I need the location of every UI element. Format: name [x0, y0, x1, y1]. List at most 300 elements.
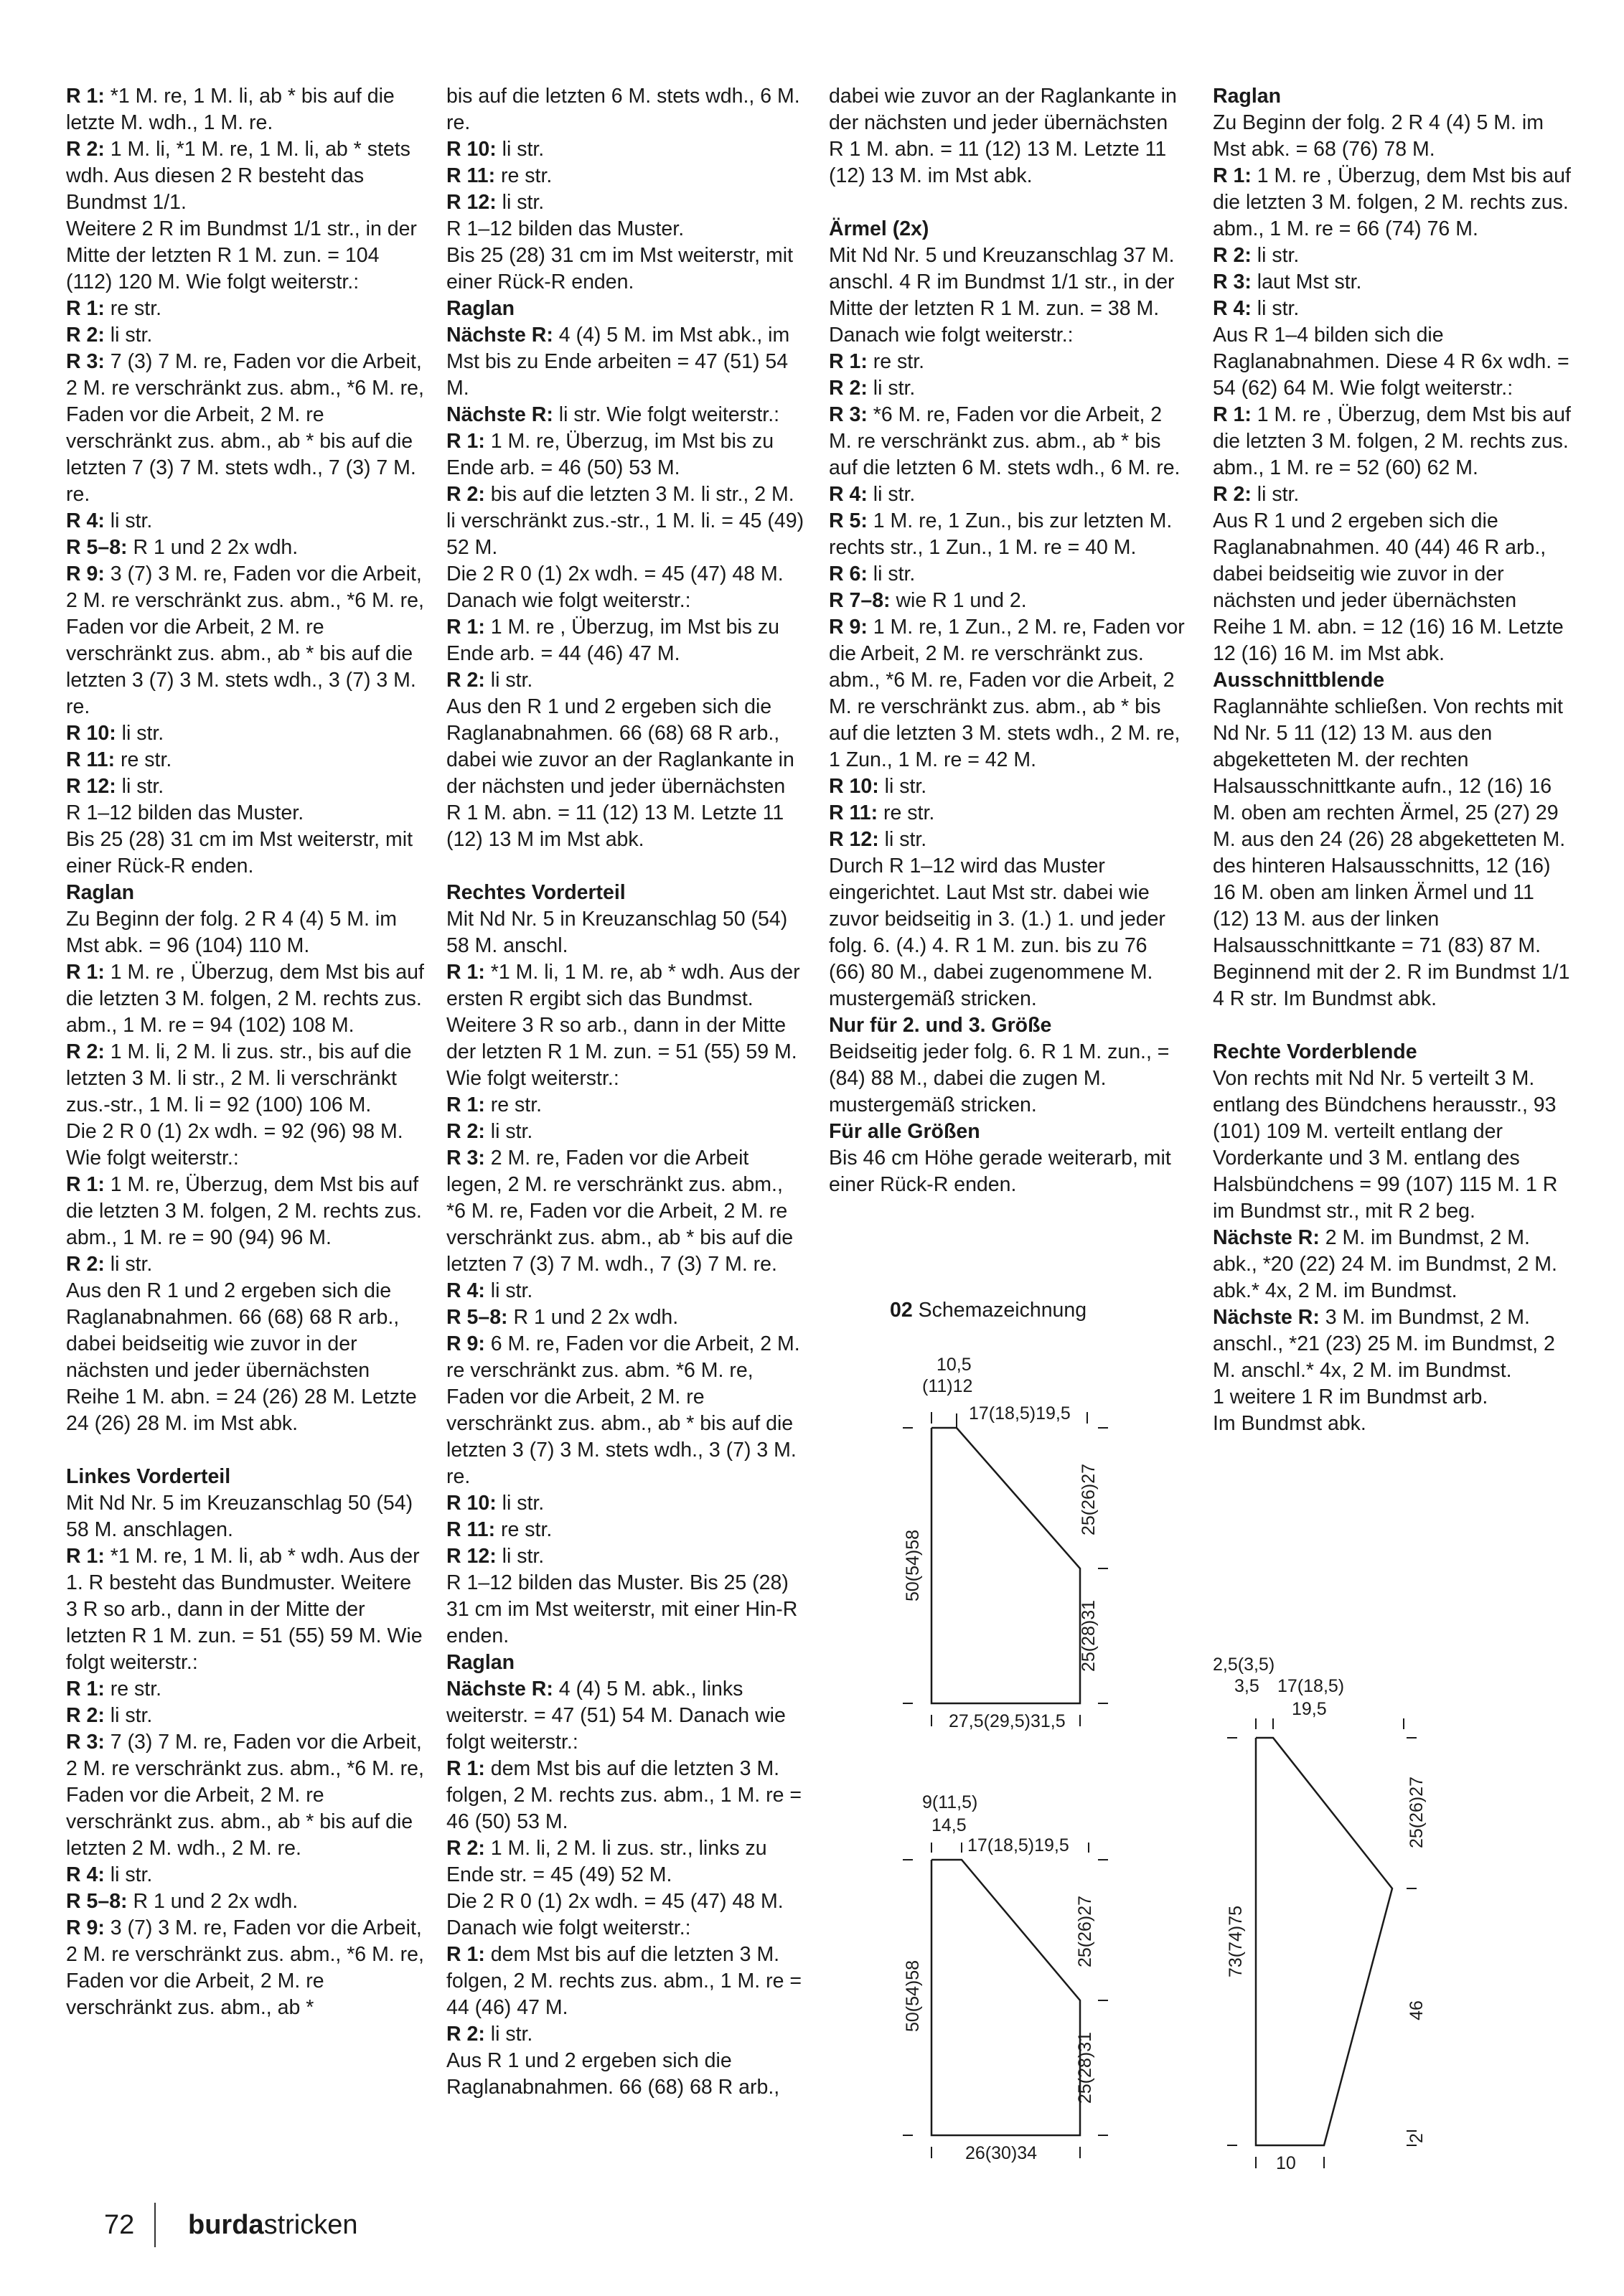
row-label: R 1:: [446, 430, 485, 453]
instruction-text: re str.: [495, 1518, 553, 1541]
row-label: R 1:: [446, 1093, 485, 1116]
schema-front-right-bot: 25(28)31: [1075, 2031, 1095, 2104]
schema-back-left: 50(54)58: [903, 1529, 923, 1602]
instruction-paragraph: [446, 959, 805, 1092]
row-label: R 6:: [829, 563, 868, 585]
instruction-paragraph: [446, 1756, 805, 1835]
instruction-paragraph: [66, 1888, 425, 1915]
instruction-paragraph: [446, 1942, 805, 2021]
instruction-text: 2 M. im Bundmst, 2 M. abk., *20 (22) 24 M. im Bundmst, 2 M. abk.* 4x, 2 M. im Bundmst.: [1213, 1226, 1557, 1302]
instruction-paragraph: [446, 1092, 805, 1119]
instruction-paragraph: [446, 1278, 805, 1304]
instruction-text: Weitere 2 R im Bundmst 1/1 str., in der Mitte der letzten R 1 M. zun. = 104 (112) 120 M. Wie folgt weiterstr.:: [66, 217, 417, 293]
instruction-paragraph: [1213, 1411, 1572, 1437]
row-label: R 1:: [66, 961, 105, 984]
instruction-text: R 1–12 bilden das Muster.: [66, 801, 304, 824]
instruction-text: li str.: [496, 1492, 545, 1515]
instruction-text: R 1–12 bilden das Muster.: [446, 217, 685, 240]
instruction-text: li str.: [496, 138, 545, 161]
instruction-text: laut Mst str.: [1251, 270, 1362, 293]
instruction-text: li str.: [484, 1120, 533, 1143]
instruction-text: R 1 und 2 2x wdh.: [127, 536, 299, 559]
row-label: R 2:: [446, 2023, 485, 2046]
instruction-text: Aus den R 1 und 2 ergeben sich die Raglanabnahmen. 66 (68) 68 R arb., dabei beidseitig wie zuvor in der nächsten und jeder übernächsten Reihe 1 M. abn. = 24 (26) 28 M. Letzte 24 (26) 28 M. im Mst abk.: [66, 1279, 417, 1435]
instruction-paragraph: [66, 1119, 425, 1172]
instruction-paragraph: [66, 216, 425, 296]
instruction-text: li str.: [496, 1545, 545, 1568]
instruction-paragraph: [66, 561, 425, 720]
row-label: R 1:: [1213, 403, 1252, 426]
instruction-text: 1 M. li, *1 M. re, 1 M. li, ab * stets wdh. Aus diesen 2 R besteht das Bundmst 1/1.: [66, 138, 410, 214]
instruction-paragraph: [446, 1331, 805, 1490]
instruction-paragraph: [829, 1119, 1188, 1145]
instruction-text: Aus R 1 und 2 ergeben sich die Raglanabnahmen. 66 (68) 68 R arb.,: [446, 2049, 780, 2099]
schema-number: 02: [890, 1299, 913, 1322]
instruction-text: re str.: [484, 1093, 543, 1116]
instruction-text: re str.: [867, 350, 925, 373]
instruction-paragraph: [446, 216, 805, 243]
row-label: R 2:: [66, 1040, 105, 1063]
instruction-paragraph: [829, 773, 1188, 800]
instruction-text: li str.: [104, 1863, 153, 1886]
schema-title: [890, 1299, 1086, 1322]
schema-back-top3: 17(18,5)19,5: [969, 1403, 1071, 1424]
row-label: R 5–8:: [66, 536, 128, 559]
instruction-text: li str.: [867, 563, 916, 585]
row-label: R 2:: [1213, 244, 1252, 267]
instruction-paragraph: [66, 1676, 425, 1703]
instruction-text: 7 (3) 7 M. re, Faden vor die Arbeit, 2 M. re verschränkt zus. abm., *6 M. re, Faden vor die Arbeit, 2 M. re verschränkt zus. abm., ab * bis auf die letzten 7 (3) 7 M. stets wdh., 7 (3) 7 M. re.: [66, 350, 424, 506]
instruction-text: 1 M. re , Überzug, dem Mst bis auf die letzten 3 M. folgen, 2 M. rechts zus. abm., 1 M. re = 94 (102) 108 M.: [66, 961, 424, 1037]
instruction-text: Raglannähte schließen. Von rechts mit Nd Nr. 5 11 (12) 13 M. aus den abgeketteten M. der rechten Halsausschnittkante aufn., 12 (16) 16 M. oben am rechten Ärmel, 25 (27) 29 M. aus den 24 (26) 28 abgeketteten M. des hinteren Halsausschnitts, 12 (16) 16 M. oben am linken Ärmel und 11 (12) 13 M. aus der linken Halsausschnittkante = 71 (83) 87 M. Beginnend mit der 2. R im Bundmst 1/1 4 R str. Im Bundmst abk.: [1213, 695, 1570, 1010]
instruction-paragraph: [829, 83, 1188, 189]
schema-back-top2: (11)12: [922, 1376, 973, 1396]
row-label: R 4:: [66, 509, 105, 532]
instruction-text: Zu Beginn der folg. 2 R 4 (4) 5 M. im Mst abk. = 68 (76) 78 M.: [1213, 111, 1544, 161]
instruction-text: R 1 und 2 2x wdh.: [507, 1306, 679, 1329]
row-label: R 3:: [829, 403, 868, 426]
row-label: R 7–8:: [829, 589, 891, 612]
instruction-text: 3 M. im Bundmst, 2 M. anschl., *21 (23) 25 M. im Bundmst, 2 M. anschl.* 4x, 2 M. im Bundmst.: [1213, 1306, 1555, 1382]
instruction-text: Mit Nd Nr. 5 und Kreuzanschlag 37 M. anschl. 4 R im Bundmst 1/1 str., in der Mitte der letzten R 1 M. zun. = 38 M. Danach wie folgt weiterstr.:: [829, 244, 1175, 347]
schema-front-bottom: 26(30)34: [965, 2143, 1038, 2163]
row-label: Raglan: [446, 297, 515, 320]
instruction-text: 4 (4) 5 M. im Mst abk., im Mst bis zu Ende arbeiten = 47 (51) 54 M.: [446, 324, 790, 400]
instruction-text: dabei wie zuvor an der Raglankante in der nächsten und jeder übernächsten R 1 M. abn. = 11 (12) 13 M. Letzte 11 (12) 13 M. im Mst abk.: [829, 85, 1177, 187]
row-label: R 2:: [829, 377, 868, 400]
instruction-text: li str.: [104, 1253, 153, 1276]
instruction-paragraph: [446, 322, 805, 402]
row-label: R 11:: [446, 164, 496, 187]
row-label: R 1:: [66, 1678, 105, 1700]
instruction-text: 1 M. li, 2 M. li zus. str., links zu Ende str. = 45 (49) 52 M.: [446, 1837, 767, 1886]
instruction-text: *1 M. li, 1 M. re, ab * wdh. Aus der ersten R ergibt sich das Bundmst. Weitere 3 R so arb., dann in der Mitte der letzten R 1 M. zun. = 51 (55) 59 M. Wie folgt weiterstr.:: [446, 961, 800, 1090]
instruction-text: *1 M. re, 1 M. li, ab * wdh. Aus der 1. R besteht das Bundmuster. Weitere 3 R so arb., dann in der Mitte der letzten R 1 M. zun. = 51 (55) 59 M. Wie folgt weiterstr.:: [66, 1545, 423, 1674]
instruction-paragraph: [1213, 694, 1572, 1012]
instruction-paragraph: [1213, 481, 1572, 508]
row-label: R 2:: [446, 1837, 485, 1860]
row-label: R 2:: [446, 483, 485, 506]
instruction-paragraph: [446, 1888, 805, 1942]
instruction-text: *6 M. re, Faden vor die Arbeit, 2 M. re verschränkt zus. abm., ab * bis auf die letzten 6 M. stets wdh., 6 M. re.: [829, 403, 1181, 479]
instruction-paragraph: [446, 428, 805, 481]
instruction-paragraph: [446, 614, 805, 667]
instruction-text: 1 M. re , Überzug, dem Mst bis auf die letzten 3 M. folgen, 2 M. rechts zus. abm., 1 M. re = 52 (60) 62 M.: [1213, 403, 1571, 479]
row-label: R 4:: [829, 483, 868, 506]
row-label: Nächste R:: [1213, 1226, 1320, 1249]
instruction-paragraph: [1213, 1384, 1572, 1411]
schema-sleeve: [1206, 1643, 1464, 2185]
instruction-text: Im Bundmst abk.: [1213, 1412, 1366, 1435]
instruction-paragraph: [66, 1915, 425, 2021]
row-label: Raglan: [1213, 85, 1282, 108]
row-label: Ärmel (2x): [829, 217, 929, 240]
instruction-text: re str.: [878, 801, 935, 824]
instruction-paragraph: [446, 1570, 805, 1650]
schema-front-svg: [825, 1736, 1141, 2167]
row-label: Rechte Vorderblende: [1213, 1040, 1417, 1063]
row-label: R 2:: [446, 669, 485, 692]
schema-front-right-top: 25(26)27: [1075, 1895, 1095, 1968]
instruction-text: Bis 25 (28) 31 cm im Mst weiterstr, mit einer Rück-R enden.: [66, 828, 413, 878]
row-label: R 2:: [66, 1704, 105, 1727]
row-label: Nächste R:: [446, 403, 553, 426]
row-label: R 3:: [66, 1731, 105, 1754]
instruction-paragraph: [446, 880, 805, 906]
row-label: R 10:: [829, 775, 879, 798]
row-label: Nächste R:: [1213, 1306, 1320, 1329]
magazine-brand: [188, 2210, 357, 2241]
row-label: R 10:: [446, 138, 497, 161]
row-label: Raglan: [446, 1651, 515, 1674]
instruction-paragraph: [66, 1278, 425, 1437]
instruction-paragraph: [829, 614, 1188, 773]
instruction-text: li str.: [484, 669, 533, 692]
row-label: R 4:: [446, 1279, 485, 1302]
instruction-text: bis auf die letzten 6 M. stets wdh., 6 M. re.: [446, 85, 800, 134]
row-label: R 12:: [446, 1545, 497, 1568]
schema-back-right-bot: 25(28)31: [1079, 1599, 1099, 1672]
instruction-paragraph: [66, 720, 425, 747]
row-label: R 4:: [1213, 297, 1252, 320]
row-label: R 1:: [829, 350, 868, 373]
schema-sleeve-right-bot: 2: [1407, 2133, 1427, 2143]
schema-front-top2: 14,5: [931, 1815, 967, 1835]
instruction-paragraph: [66, 1543, 425, 1676]
instruction-text: Die 2 R 0 (1) 2x wdh. = 45 (47) 48 M. Danach wie folgt weiterstr.:: [446, 1890, 784, 1939]
instruction-paragraph: [66, 773, 425, 800]
instruction-paragraph: [829, 481, 1188, 508]
row-label: R 11:: [829, 801, 878, 824]
schema-sleeve-bottom: 10: [1276, 2153, 1296, 2173]
instruction-paragraph: [446, 1119, 805, 1145]
instruction-paragraph: [1213, 667, 1572, 694]
schema-back: [825, 1335, 1141, 1754]
instruction-paragraph: [1213, 243, 1572, 269]
footer-divider: [154, 2203, 156, 2247]
instruction-paragraph: [446, 1543, 805, 1570]
instruction-paragraph: [1213, 1304, 1572, 1384]
instruction-text: *1 M. re, 1 M. li, ab * bis auf die letzte M. wdh., 1 M. re.: [66, 85, 395, 134]
paragraph-spacer: [66, 1437, 425, 1464]
instruction-paragraph: [829, 216, 1188, 243]
schema-sleeve-right-top: 25(26)27: [1407, 1776, 1427, 1849]
brand-bold: burda: [188, 2210, 264, 2240]
instruction-text: Bis 46 cm Höhe gerade weiterarb, mit einer Rück-R enden.: [829, 1147, 1171, 1196]
instruction-paragraph: [1213, 1039, 1572, 1065]
instruction-text: li str.: [104, 1704, 153, 1727]
instruction-text: re str.: [115, 748, 172, 771]
instruction-paragraph: [446, 1304, 805, 1331]
instruction-paragraph: [66, 1464, 425, 1490]
instruction-paragraph: [446, 481, 805, 561]
instruction-paragraph: [66, 959, 425, 1039]
instruction-text: dem Mst bis auf die letzten 3 M. folgen, 2 M. rechts zus. abm., 1 M. re = 46 (50) 53 M.: [446, 1757, 802, 1833]
row-label: Nächste R:: [446, 1678, 553, 1700]
row-label: Für alle Größen: [829, 1120, 980, 1143]
schema-sleeve-top4: 19,5: [1292, 1699, 1327, 1719]
instruction-paragraph: [66, 136, 425, 216]
instruction-text: 3 (7) 3 M. re, Faden vor die Arbeit, 2 M. re verschränkt zus. abm., *6 M. re, Faden vor die Arbeit, 2 M. re verschränkt zus. abm., ab *: [66, 1916, 424, 2019]
instruction-text: dem Mst bis auf die letzten 3 M. folgen, 2 M. rechts zus. abm., 1 M. re = 44 (46) 47 M.: [446, 1943, 802, 2019]
instruction-text: li str.: [104, 324, 153, 347]
instruction-paragraph: [1213, 163, 1572, 243]
instruction-paragraph: [66, 747, 425, 773]
schema-sleeve-right-mid: 46: [1407, 2000, 1427, 2020]
schema-sleeve-left: 73(74)75: [1226, 1905, 1246, 1978]
column-4: [1213, 83, 1572, 1437]
instruction-paragraph: [66, 322, 425, 349]
paragraph-spacer: [1213, 1012, 1572, 1039]
instruction-text: 1 M. li, 2 M. li zus. str., bis auf die letzten 3 M. li str., 2 M. li verschränkt zus.-str., 1 M. li = 92 (100) 106 M.: [66, 1040, 412, 1116]
row-label: R 10:: [66, 722, 116, 745]
instruction-text: li str.: [878, 775, 927, 798]
row-label: R 11:: [66, 748, 116, 771]
instruction-text: re str.: [104, 297, 162, 320]
instruction-text: R 1–12 bilden das Muster. Bis 25 (28) 31 cm im Mst weiterstr, mit einer Hin-R enden.: [446, 1571, 798, 1647]
brand-light: stricken: [263, 2210, 358, 2240]
instruction-text: li str.: [484, 2023, 533, 2046]
instruction-paragraph: [446, 136, 805, 163]
instruction-text: Beidseitig jeder folg. 6. R 1 M. zun., = (84) 88 M., dabei die zugen M. mustergemäß stricken.: [829, 1040, 1170, 1116]
instruction-text: Aus den R 1 und 2 ergeben sich die Raglanabnahmen. 66 (68) 68 R arb., dabei wie zuvor an der Raglankante in der nächsten und jeder übernächsten R 1 M. abn. = 11 (12) 13 M. Letzte 11 (12) 13 M im Mst abk.: [446, 695, 794, 851]
instruction-text: 2 M. re, Faden vor die Arbeit legen, 2 M. re verschränkt zus. abm., *6 M. re, Faden vor die Arbeit, 2 M. re verschränkt zus. abm., ab * bis auf die letzten 7 (3) 7 M. wdh., 7 (3) 7 M. re.: [446, 1147, 794, 1276]
paragraph-spacer: [446, 853, 805, 880]
instruction-text: 1 M. re, 1 Zun., 2 M. re, Faden vor die Arbeit, 2 M. re verschränkt zus. abm., *6 M. re, Faden vor die Arbeit, 2 M. re verschränkt zus. abm., ab * bis auf die letzten 3 M. stets wdh., 2 M. re, 1 Zun., 1 M. re = 42 M.: [829, 616, 1185, 771]
row-label: R 12:: [829, 828, 879, 851]
instruction-paragraph: [1213, 110, 1572, 163]
row-label: R 4:: [66, 1863, 105, 1886]
row-label: R 3:: [66, 350, 105, 373]
schema-front: [825, 1736, 1141, 2170]
instruction-text: 1 M. re , Überzug, dem Mst bis auf die letzten 3 M. folgen, 2 M. rechts zus. abm., 1 M. re = 66 (74) 76 M.: [1213, 164, 1571, 240]
instruction-paragraph: [829, 588, 1188, 614]
instruction-text: Durch R 1–12 wird das Muster eingerichtet. Laut Mst str. dabei wie zuvor beidseitig in 3. (1.) 1. und jeder folg. 6. (4.) 4. R 1 M. zun. bis zu 76 (66) 80 M., dabei zugenommene M. mustergemäß stricken.: [829, 855, 1165, 1010]
row-label: R 5–8:: [446, 1306, 508, 1329]
instruction-paragraph: [1213, 402, 1572, 481]
instruction-paragraph: [829, 349, 1188, 375]
instruction-text: Zu Beginn der folg. 2 R 4 (4) 5 M. im Mst abk. = 96 (104) 110 M.: [66, 908, 397, 957]
instruction-paragraph: [446, 1517, 805, 1543]
instruction-text: Die 2 R 0 (1) 2x wdh. = 92 (96) 98 M. Wie folgt weiterstr.:: [66, 1120, 403, 1170]
instruction-text: Mit Nd Nr. 5 im Kreuzanschlag 50 (54) 58 M. anschlagen.: [66, 1492, 413, 1541]
instruction-paragraph: [446, 163, 805, 189]
instruction-paragraph: [66, 1251, 425, 1278]
row-label: Raglan: [66, 881, 135, 904]
row-label: R 1:: [446, 616, 485, 639]
instruction-paragraph: [66, 1862, 425, 1888]
row-label: R 1:: [66, 85, 105, 108]
instruction-paragraph: [829, 375, 1188, 402]
row-label: R 9:: [66, 563, 105, 585]
column-3: [829, 83, 1188, 1198]
row-label: R 1:: [66, 1545, 105, 1568]
row-label: R 1:: [1213, 164, 1252, 187]
row-label: R 10:: [446, 1492, 497, 1515]
row-label: R 2:: [446, 1120, 485, 1143]
row-label: R 5–8:: [66, 1890, 128, 1913]
instruction-paragraph: [66, 906, 425, 959]
instruction-text: 1 M. re, Überzug, dem Mst bis auf die letzten 3 M. folgen, 2 M. rechts zus. abm., 1 M. re = 90 (94) 96 M.: [66, 1173, 422, 1249]
instruction-paragraph: [829, 561, 1188, 588]
instruction-paragraph: [446, 561, 805, 614]
instruction-paragraph: [829, 508, 1188, 561]
schema-sleeve-top1: 2,5(3,5): [1213, 1655, 1275, 1675]
instruction-text: 4 (4) 5 M. abk., links weiterstr. = 47 (51) 54 M. Danach wie folgt weiterstr.:: [446, 1678, 786, 1754]
schema-front-top1: 9(11,5): [922, 1792, 978, 1812]
instruction-text: li str.: [1251, 297, 1300, 320]
instruction-paragraph: [66, 1172, 425, 1251]
instruction-text: Aus R 1 und 2 ergeben sich die Raglanabnahmen. 40 (44) 46 R arb., dabei beidseitig wie zuvor in der nächsten und jeder übernächsten Reihe 1 M. abn. = 12 (16) 16 M. Letzte 12 (16) 16 M. im Mst abk.: [1213, 509, 1564, 665]
instruction-paragraph: [829, 402, 1188, 481]
row-label: R 9:: [66, 1916, 105, 1939]
instruction-text: 7 (3) 7 M. re, Faden vor die Arbeit, 2 M. re verschränkt zus. abm., *6 M. re, Faden vor die Arbeit, 2 M. re verschränkt zus. abm., ab * bis auf die letzten 2 M. wdh., 2 M. re.: [66, 1731, 424, 1860]
instruction-paragraph: [66, 296, 425, 322]
instruction-text: Die 2 R 0 (1) 2x wdh. = 45 (47) 48 M. Danach wie folgt weiterstr.:: [446, 563, 784, 612]
row-label: R 1:: [446, 1757, 485, 1780]
instruction-paragraph: [66, 535, 425, 561]
instruction-text: li str.: [878, 828, 927, 851]
instruction-paragraph: [446, 1490, 805, 1517]
instruction-text: re str.: [495, 164, 553, 187]
row-label: Rechtes Vorderteil: [446, 881, 626, 904]
instruction-paragraph: [1213, 296, 1572, 322]
row-label: R 3:: [1213, 270, 1252, 293]
row-label: R 12:: [446, 191, 497, 214]
instruction-text: Von rechts mit Nd Nr. 5 verteilt 3 M. entlang des Bündchens herausstr., 93 (101) 109 M. verteilt entlang der Vorderkante und 3 M. entlang des Halsbündchens = 99 (107) 115 M. 1 R im Bundmst str., mit R 2 beg.: [1213, 1067, 1558, 1223]
instruction-paragraph: [66, 508, 425, 535]
schema-sleeve-top3: 17(18,5): [1277, 1676, 1345, 1696]
instruction-paragraph: [446, 2048, 805, 2101]
instruction-text: Aus R 1–4 bilden sich die Raglanabnahmen. Diese 4 R 6x wdh. = 54 (62) 64 M. Wie folgt weiterstr.:: [1213, 324, 1569, 400]
instruction-paragraph: [446, 1145, 805, 1278]
row-label: R 1:: [66, 1173, 105, 1196]
schema-back-right-top: 25(26)27: [1079, 1463, 1099, 1536]
instruction-text: li str.: [496, 191, 545, 214]
instruction-text: li str.: [867, 377, 916, 400]
row-label: R 3:: [446, 1147, 485, 1170]
instruction-text: li str.: [116, 775, 164, 798]
instruction-paragraph: [1213, 1065, 1572, 1225]
instruction-paragraph: [1213, 508, 1572, 667]
page-number: 72: [104, 2210, 135, 2240]
instruction-paragraph: [829, 1039, 1188, 1119]
instruction-paragraph: [66, 800, 425, 827]
instruction-paragraph: [66, 83, 425, 136]
instruction-text: li str.: [867, 483, 916, 506]
instruction-paragraph: [829, 1145, 1188, 1198]
instruction-text: re str.: [104, 1678, 162, 1700]
row-label: R 1:: [446, 961, 485, 984]
instruction-paragraph: [1213, 322, 1572, 402]
instruction-text: 1 weitere 1 R im Bundmst arb.: [1213, 1385, 1488, 1408]
row-label: Ausschnittblende: [1213, 669, 1385, 692]
instruction-paragraph: [446, 694, 805, 853]
schema-back-bottom: 27,5(29,5)31,5: [949, 1711, 1066, 1731]
instruction-text: 1 M. re , Überzug, im Mst bis zu Ende arb. = 44 (46) 47 M.: [446, 616, 780, 665]
instruction-paragraph: [446, 667, 805, 694]
row-label: R 9:: [446, 1332, 485, 1355]
instruction-text: 1 M. re, Überzug, im Mst bis zu Ende arb. = 46 (50) 53 M.: [446, 430, 774, 479]
schema-back-top1: 10,5: [937, 1355, 972, 1375]
row-label: R 12:: [66, 775, 116, 798]
instruction-paragraph: [829, 800, 1188, 827]
instruction-paragraph: [446, 1835, 805, 1888]
instruction-text: Bis 25 (28) 31 cm im Mst weiterstr, mit einer Rück-R enden.: [446, 244, 794, 293]
row-label: R 1:: [446, 1943, 485, 1966]
row-label: R 2:: [66, 138, 105, 161]
instruction-paragraph: [1213, 269, 1572, 296]
schema-back-svg: [825, 1335, 1141, 1751]
row-label: R 2:: [66, 324, 105, 347]
instruction-paragraph: [446, 296, 805, 322]
row-label: R 2:: [1213, 483, 1252, 506]
schema-title-text: Schemazeichnung: [912, 1299, 1087, 1322]
row-label: Nächste R:: [446, 324, 553, 347]
row-label: Nur für 2. und 3. Größe: [829, 1014, 1052, 1037]
instruction-paragraph: [446, 2021, 805, 2048]
row-label: R 11:: [446, 1518, 496, 1541]
instruction-paragraph: [1213, 1225, 1572, 1304]
column-2: [446, 83, 805, 2101]
instruction-paragraph: [66, 827, 425, 880]
instruction-text: li str.: [1251, 483, 1300, 506]
row-label: Linkes Vorderteil: [66, 1465, 231, 1488]
instruction-paragraph: [446, 402, 805, 428]
paragraph-spacer: [829, 189, 1188, 216]
instruction-paragraph: [829, 1012, 1188, 1039]
instruction-paragraph: [446, 906, 805, 959]
instruction-text: wie R 1 und 2.: [890, 589, 1027, 612]
instruction-paragraph: [66, 1490, 425, 1543]
instruction-text: li str. Wie folgt weiterstr.:: [553, 403, 780, 426]
instruction-paragraph: [829, 243, 1188, 349]
instruction-paragraph: [446, 1676, 805, 1756]
instruction-text: li str.: [104, 509, 153, 532]
row-label: R 9:: [829, 616, 868, 639]
instruction-paragraph: [446, 243, 805, 296]
schema-sleeve-top2: 3,5: [1234, 1676, 1259, 1696]
instruction-text: li str.: [1251, 244, 1300, 267]
instruction-text: 1 M. re, 1 Zun., bis zur letzten M. rechts str., 1 Zun., 1 M. re = 40 M.: [829, 509, 1173, 559]
instruction-paragraph: [66, 880, 425, 906]
schema-front-left: 50(54)58: [903, 1959, 923, 2033]
schema-sleeve-svg: [1206, 1643, 1464, 2181]
row-label: R 1:: [66, 297, 105, 320]
instruction-text: Mit Nd Nr. 5 in Kreuzanschlag 50 (54) 58 M. anschl.: [446, 908, 788, 957]
instruction-paragraph: [66, 349, 425, 508]
instruction-text: li str.: [484, 1279, 533, 1302]
